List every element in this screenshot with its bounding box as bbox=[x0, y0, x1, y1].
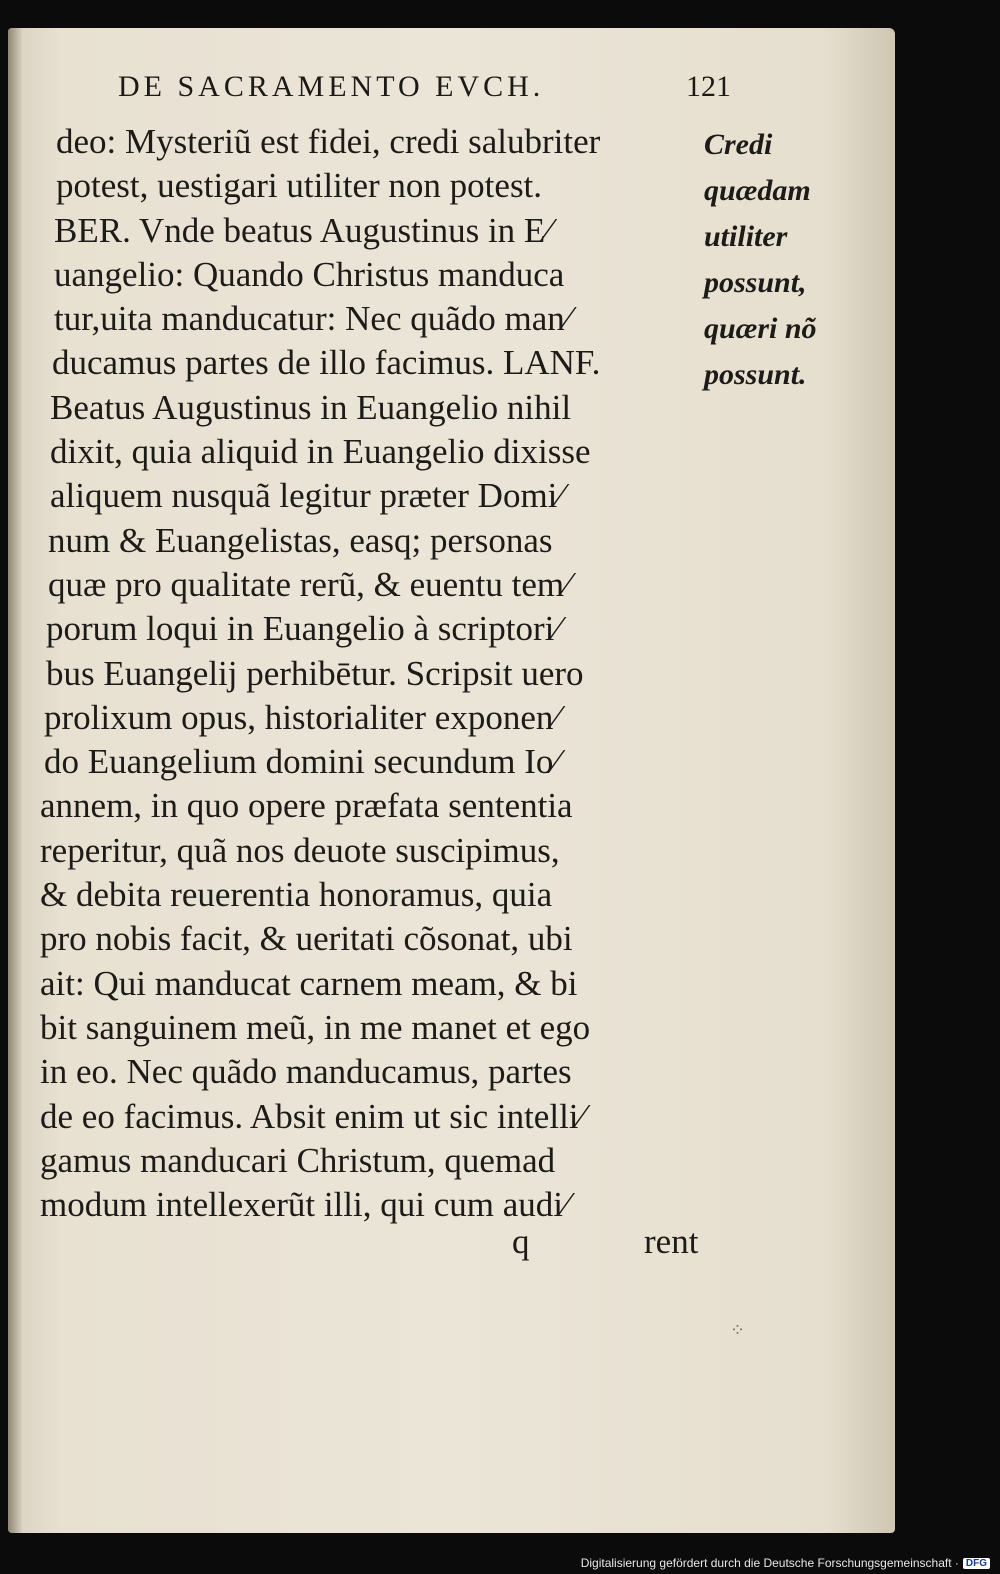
text-line: BER. Vnde beatus Augustinus in E⁄ bbox=[54, 210, 552, 250]
text-line: porum loqui in Euangelio à scriptori⁄ bbox=[46, 609, 561, 649]
text-line: ait: Qui manducat carnem meam, & bi bbox=[40, 963, 578, 1003]
margin-note-line: Credi bbox=[704, 128, 773, 161]
text-line: prolixum opus, historialiter exponen⁄ bbox=[44, 697, 560, 737]
text-line: tur,uita manducatur: Nec quãdo man⁄ bbox=[54, 299, 571, 339]
text-line: de eo facimus. Absit enim ut sic intelli⁄ bbox=[40, 1096, 585, 1136]
text-line: Beatus Augustinus in Euangelio nihil bbox=[50, 387, 572, 427]
margin-note-line: possunt, bbox=[704, 266, 807, 299]
ink-stain: ⁘ bbox=[730, 1320, 746, 1341]
text-line: deo: Mysteriũ est fidei, credi salubriter bbox=[56, 122, 601, 161]
margin-note-line: quæri nõ bbox=[704, 312, 817, 345]
text-line: & debita reuerentia honoramus, quia bbox=[40, 875, 553, 915]
text-line: modum intellexerũt illi, qui cum audi⁄ bbox=[40, 1185, 569, 1225]
text-line: quæ pro qualitate rerũ, & euentu tem⁄ bbox=[48, 564, 570, 604]
text-line: annem, in quo opere præfata sententia bbox=[40, 786, 573, 826]
signature-mark: q bbox=[512, 1222, 530, 1261]
text-line: aliquem nusquã legitur præter Domi⁄ bbox=[50, 476, 564, 516]
marginal-note bbox=[704, 122, 844, 398]
main-text-block bbox=[40, 120, 700, 1227]
text-line: in eo. Nec quãdo manducamus, partes bbox=[40, 1052, 572, 1092]
catchword: rent bbox=[644, 1222, 699, 1261]
margin-note-line: utiliter bbox=[704, 220, 788, 253]
text-line: reperitur, quã nos deuote suscipimus, bbox=[40, 830, 560, 870]
dfg-logo: DFG bbox=[963, 1558, 990, 1569]
margin-note-line: quædam bbox=[704, 174, 811, 207]
catch-line bbox=[40, 1222, 700, 1266]
text-line: dixit, quia aliquid in Euangelio dixisse bbox=[50, 432, 591, 472]
text-line: bit sanguinem meũ, in me manet et ego bbox=[40, 1007, 591, 1047]
text-line: gamus manducari Christum, quemad bbox=[40, 1140, 556, 1180]
text-line: do Euangelium domini secundum Io⁄ bbox=[44, 742, 560, 782]
page-gutter-edge bbox=[8, 28, 22, 1533]
credit-text: Digitalisierung gefördert durch die Deutsche Forschungsgemeinschaft · bbox=[580, 1556, 959, 1570]
text-line: potest, uestigari utiliter non potest. bbox=[56, 166, 543, 206]
text-line: num & Euangelistas, easq; personas bbox=[48, 520, 553, 560]
margin-note-line: possunt. bbox=[704, 358, 807, 391]
text-line: ducamus partes de illo facimus. LANF. bbox=[52, 343, 601, 383]
page-number: 121 bbox=[686, 70, 731, 103]
running-head: DE SACRAMENTO EVCH. bbox=[118, 70, 545, 103]
text-line: uangelio: Quando Christus manduca bbox=[54, 254, 565, 294]
digitization-credit bbox=[581, 1556, 990, 1570]
text-line: pro nobis facit, & ueritati cõsonat, ubi bbox=[40, 919, 573, 959]
text-line: bus Euangelij perhibētur. Scripsit uero bbox=[46, 653, 584, 693]
